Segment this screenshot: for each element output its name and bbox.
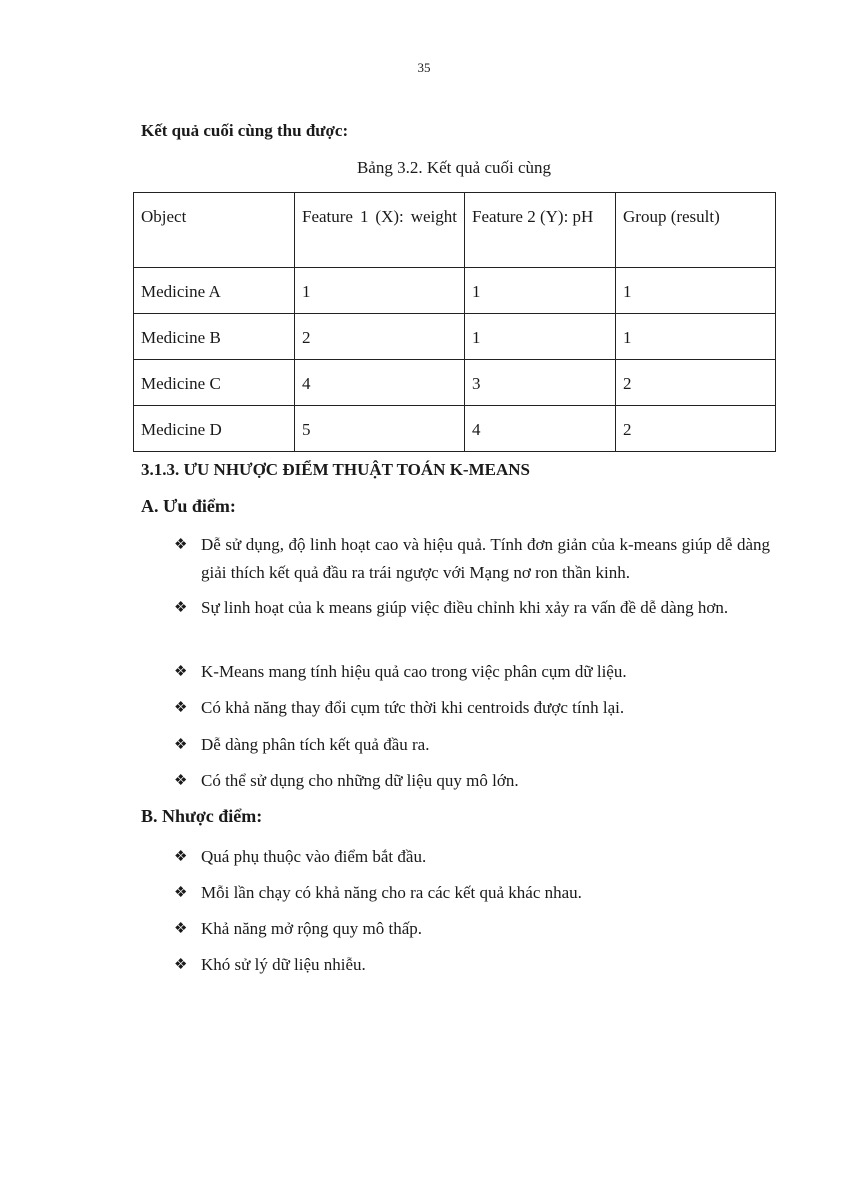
list-item-text: Sự linh hoạt của k means giúp việc điều chỉnh khi xảy ra vấn đề dễ dàng hơn. — [201, 598, 729, 617]
list-item-text: Có thể sử dụng cho những dữ liệu quy mô lớn. — [201, 771, 519, 790]
list-item-text: K-Means mang tính hiệu quả cao trong việc phân cụm dữ liệu. — [201, 662, 627, 681]
list-item — [174, 731, 770, 759]
table-cell: 1 — [616, 268, 776, 314]
bullet-icon: ❖ — [174, 737, 188, 753]
table-row — [134, 406, 776, 452]
list-item-text: Khó sử lý dữ liệu nhiễu. — [201, 955, 366, 974]
list-item-text: Dễ dàng phân tích kết quả đầu ra. — [201, 735, 430, 754]
table-cell: 1 — [616, 314, 776, 360]
list-item — [174, 951, 770, 979]
table-cell: Medicine C — [134, 360, 295, 406]
list-item — [174, 531, 770, 587]
table-cell: 2 — [616, 406, 776, 452]
result-heading: Kết quả cuối cùng thu được: — [141, 121, 349, 140]
table-cell: 1 — [295, 268, 465, 314]
table-cell: 4 — [295, 360, 465, 406]
list-item — [174, 843, 770, 871]
table-row — [134, 314, 776, 360]
bullet-icon: ❖ — [174, 700, 188, 716]
bullet-icon: ❖ — [174, 957, 188, 973]
list-item-text: Khả năng mở rộng quy mô thấp. — [201, 919, 422, 938]
list-item-text: Có khả năng thay đổi cụm tức thời khi centroids được tính lại. — [201, 698, 625, 717]
disadvantages-title: B. Nhược điểm: — [141, 806, 263, 826]
bullet-icon: ❖ — [174, 885, 188, 901]
table-header-row — [134, 193, 776, 268]
list-item — [174, 594, 770, 622]
page-number: 35 — [417, 60, 431, 75]
table-header-cell: Object — [134, 193, 295, 268]
table-caption: Bảng 3.2. Kết quả cuối cùng — [356, 158, 552, 177]
advantages-title: A. Ưu điểm: — [141, 496, 236, 516]
table-header-cell: Feature 2 (Y): pH — [465, 193, 616, 268]
bullet-icon: ❖ — [174, 600, 188, 616]
section-title: 3.1.3. ƯU NHƯỢC ĐIỂM THUẬT TOÁN K-MEANS — [141, 460, 530, 479]
list-item — [174, 915, 770, 943]
list-item — [174, 694, 770, 722]
bullet-icon: ❖ — [174, 849, 188, 865]
table-row — [134, 268, 776, 314]
table-cell: Medicine D — [134, 406, 295, 452]
bullet-icon: ❖ — [174, 537, 188, 553]
table-cell: 1 — [465, 268, 616, 314]
table-cell: 4 — [465, 406, 616, 452]
list-item-text: Quá phụ thuộc vào điểm bắt đầu. — [201, 847, 427, 866]
table-header-cell: Group (result) — [616, 193, 776, 268]
table-row — [134, 360, 776, 406]
list-item — [174, 879, 770, 907]
table-cell: Medicine A — [134, 268, 295, 314]
list-item-text: Dễ sử dụng, độ linh hoạt cao và hiệu quả. Tính đơn giản của k-means giúp dễ dàng giải thích kết quả đầu ra trái ngược với Mạng nơ ron thần kinh. — [201, 535, 770, 582]
bullet-icon: ❖ — [174, 921, 188, 937]
table-cell: 3 — [465, 360, 616, 406]
table-header-cell: Feature 1 (X): weight — [295, 193, 465, 268]
table-cell: 1 — [465, 314, 616, 360]
table-cell: 5 — [295, 406, 465, 452]
table-cell: 2 — [616, 360, 776, 406]
bullet-icon: ❖ — [174, 773, 188, 789]
bullet-icon: ❖ — [174, 664, 188, 680]
list-item — [174, 658, 770, 686]
table-cell: Medicine B — [134, 314, 295, 360]
result-table — [133, 192, 776, 452]
list-item-text: Mỗi lần chạy có khả năng cho ra các kết quả khác nhau. — [201, 883, 582, 902]
list-item — [174, 767, 770, 795]
table-cell: 2 — [295, 314, 465, 360]
